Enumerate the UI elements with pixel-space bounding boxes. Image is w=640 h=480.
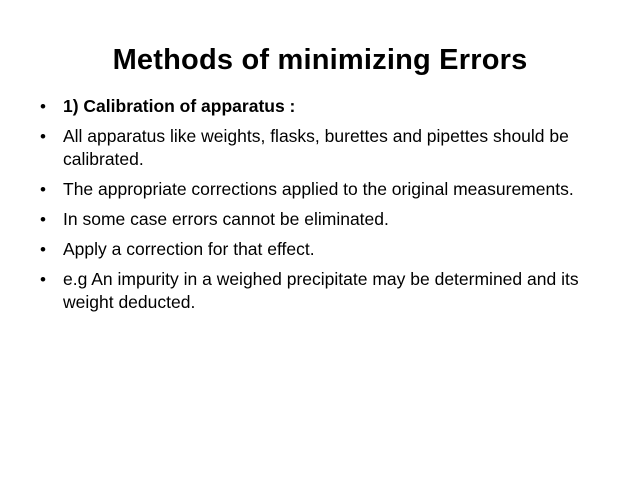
bullet-text: Apply a correction for that effect. <box>63 239 315 259</box>
bullet-text: In some case errors cannot be eliminated. <box>63 209 389 229</box>
bullet-list <box>40 95 600 321</box>
bullet-icon: • <box>40 270 46 289</box>
list-item <box>40 125 600 171</box>
slide-title: Methods of minimizing Errors <box>112 44 528 76</box>
bullet-text: e.g An impurity in a weighed precipitate may be determined and its weight deducted. <box>63 269 579 312</box>
bullet-text: All apparatus like weights, flasks, burettes and pipettes should be calibrated. <box>63 126 569 169</box>
bullet-text: 1) Calibration of apparatus : <box>63 96 296 116</box>
bullet-icon: • <box>40 180 46 199</box>
bullet-icon: • <box>40 97 46 116</box>
bullet-icon: • <box>40 127 46 146</box>
list-item <box>40 95 600 118</box>
bullet-icon: • <box>40 210 46 229</box>
list-item <box>40 178 600 201</box>
list-item <box>40 208 600 231</box>
bullet-text: The appropriate corrections applied to the original measurements. <box>63 179 574 199</box>
list-item <box>40 268 600 314</box>
bullet-icon: • <box>40 240 46 259</box>
list-item <box>40 238 600 261</box>
